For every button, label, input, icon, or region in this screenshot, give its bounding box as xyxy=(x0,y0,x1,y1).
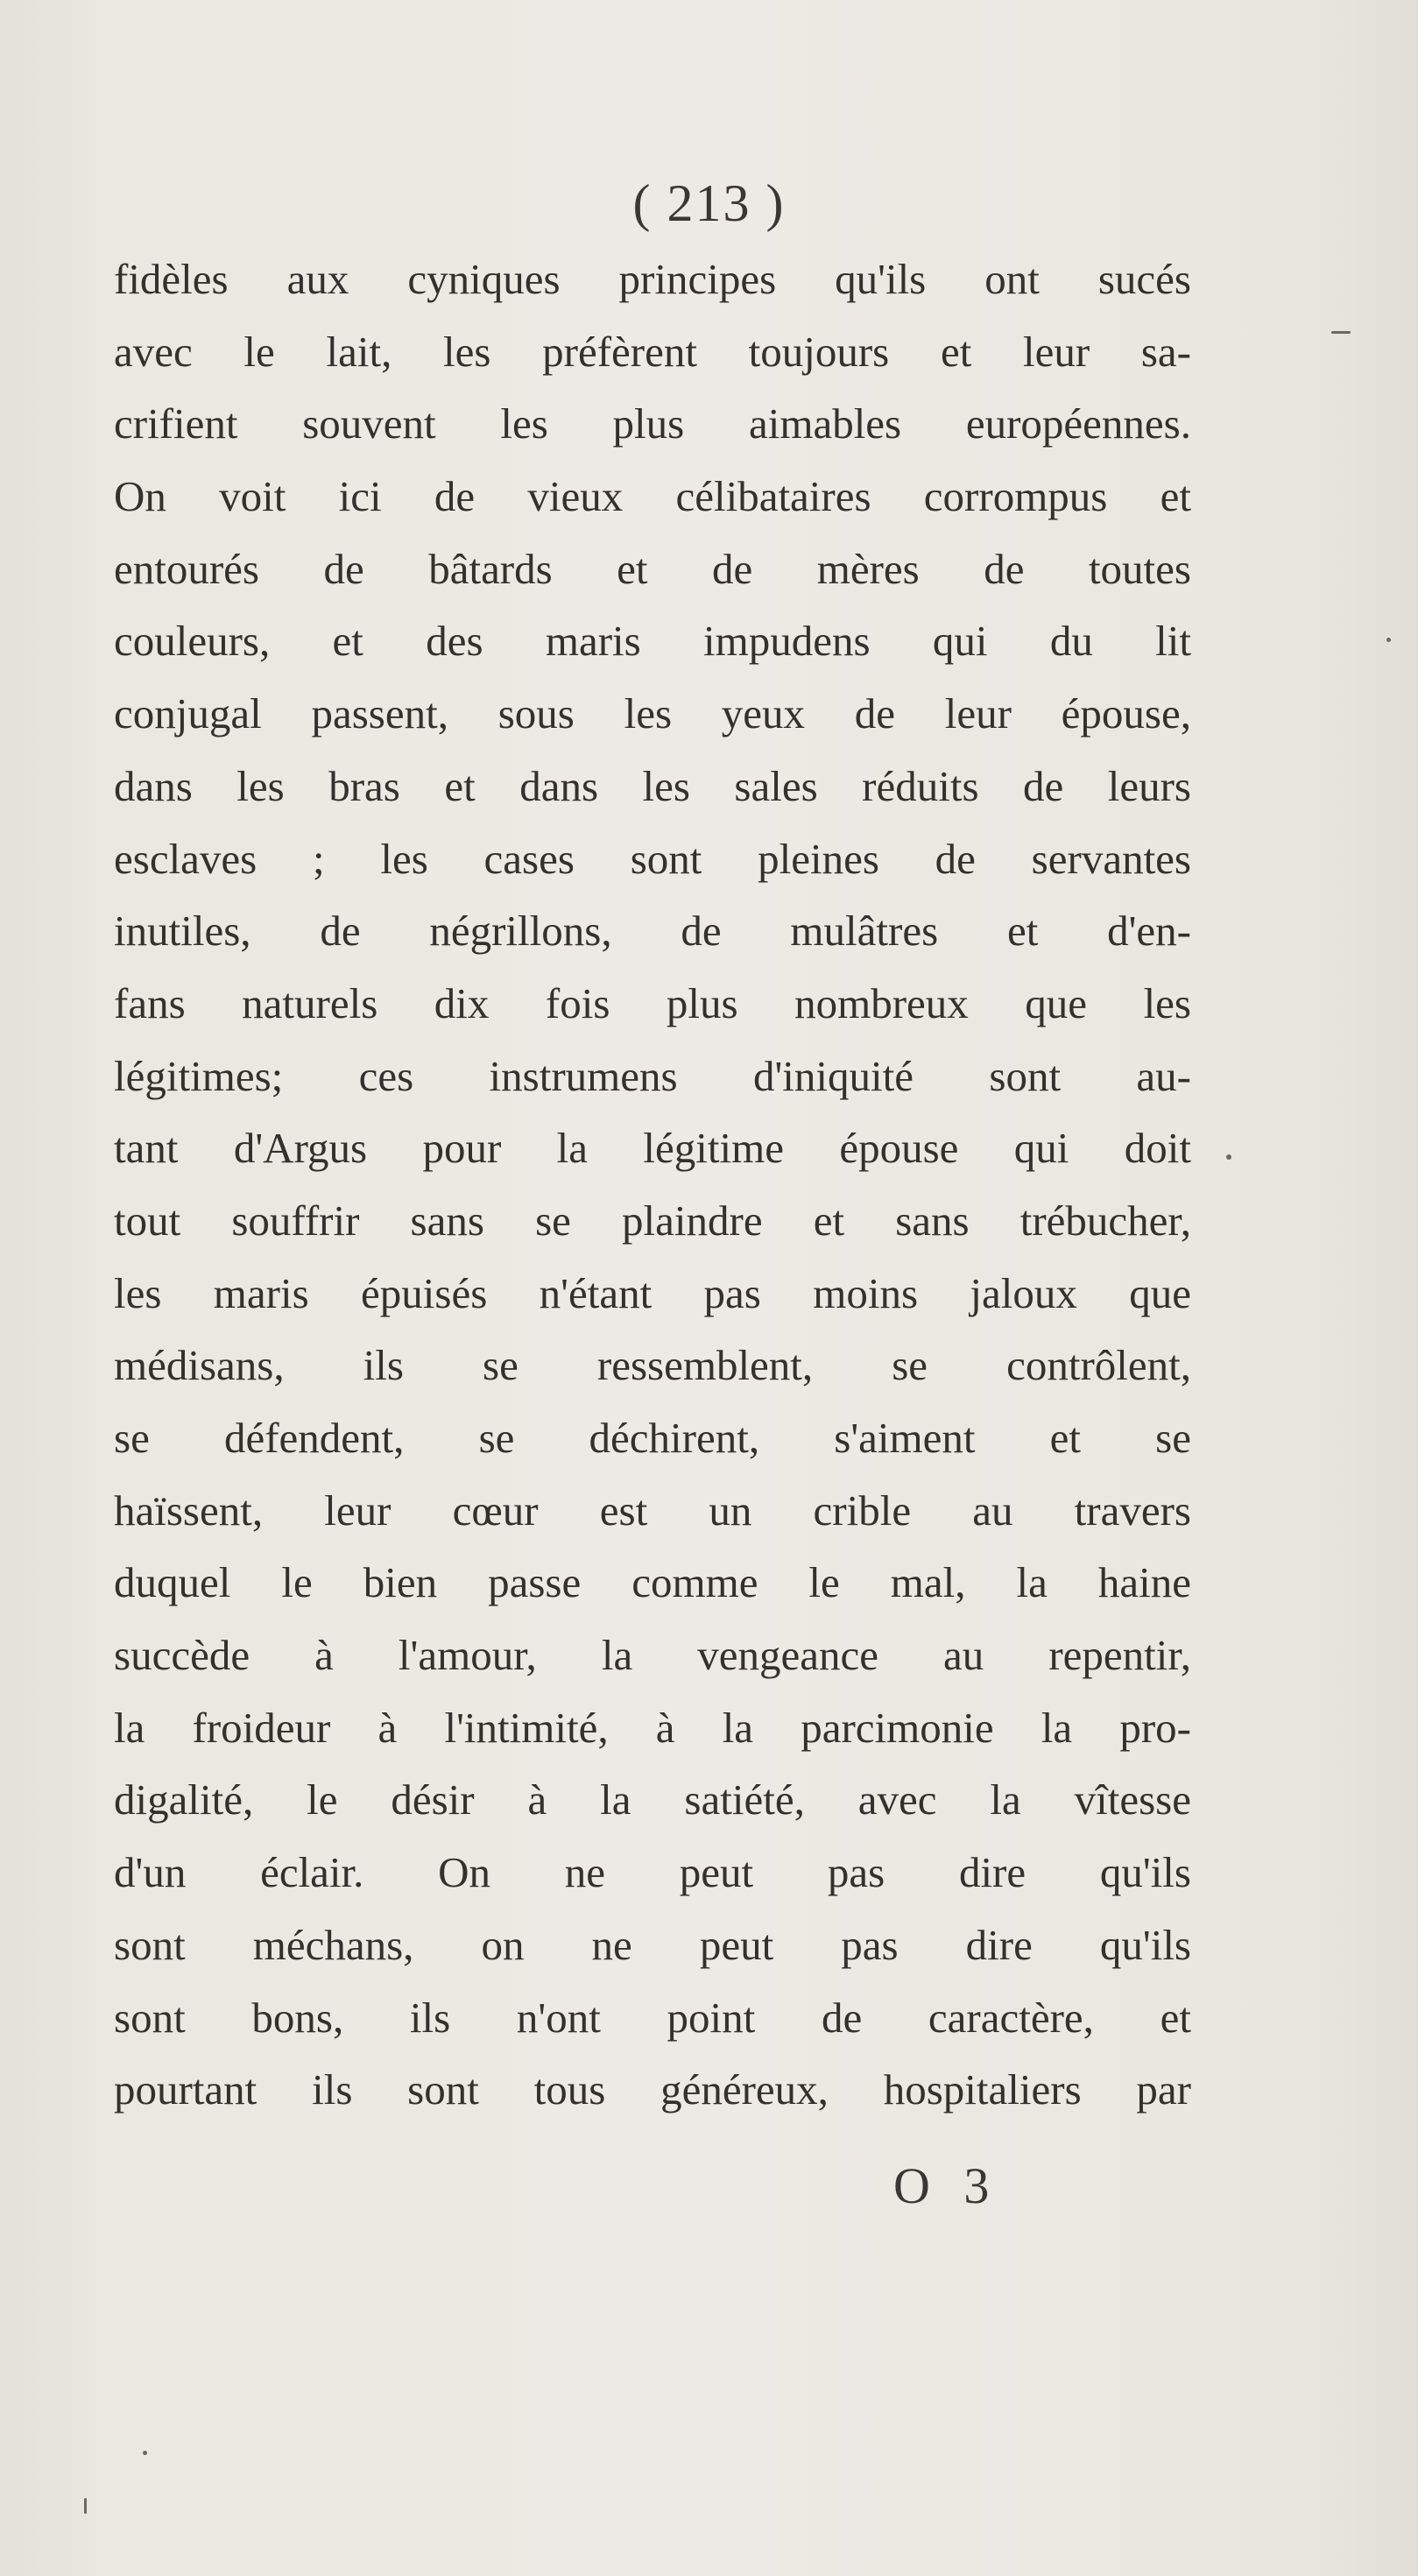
text-line: les maris épuisés n'étant pas moins jaloux que xyxy=(114,1268,1191,1317)
page-number-header: ( 213 ) xyxy=(632,174,786,232)
text-line: avec le lait, les préfèrent toujours et leur sa- xyxy=(114,327,1191,376)
paper-speck xyxy=(1331,331,1351,334)
paper-speck xyxy=(1386,638,1391,642)
body-text xyxy=(114,243,1191,2127)
text-line: sont méchans, on ne peut pas dire qu'ils xyxy=(114,1920,1191,1969)
text-line: la froideur à l'intimité, à la parcimonie la pro- xyxy=(114,1703,1191,1752)
text-line: succède à l'amour, la vengeance au repentir, xyxy=(114,1631,1191,1680)
text-line: haïssent, leur cœur est un crible au travers xyxy=(114,1486,1191,1535)
text-line: inutiles, de négrillons, de mulâtres et d'en- xyxy=(114,907,1191,956)
text-line: entourés de bâtards et de mères de toutes xyxy=(114,544,1191,593)
text-line: dans les bras et dans les sales réduits de leurs xyxy=(114,761,1191,810)
text-line: duquel le bien passe comme le mal, la haine xyxy=(114,1558,1191,1607)
text-line: se défendent, se déchirent, s'aiment et se xyxy=(114,1414,1191,1462)
text-line: fans naturels dix fois plus nombreux que les xyxy=(114,978,1191,1027)
text-line: sont bons, ils n'ont point de caractère, et xyxy=(114,1993,1191,2042)
text-line: On voit ici de vieux célibataires corrompus et xyxy=(114,472,1191,521)
signature-mark: O 3 xyxy=(893,2157,1000,2214)
text-line: tant d'Argus pour la légitime épouse qui doit xyxy=(114,1124,1191,1173)
text-line: légitimes; ces instrumens d'iniquité sont au- xyxy=(114,1051,1191,1100)
text-line: couleurs, et des maris impudens qui du lit xyxy=(114,617,1191,666)
text-line: digalité, le désir à la satiété, avec la vîtesse xyxy=(114,1775,1191,1824)
paper-speck xyxy=(84,2498,87,2514)
text-line: médisans, ils se ressemblent, se contrôlent, xyxy=(114,1341,1191,1390)
text-line: d'un éclair. On ne peut pas dire qu'ils xyxy=(114,1848,1191,1897)
text-line: pourtant ils sont tous généreux, hospitaliers par xyxy=(114,2065,1191,2114)
paper-speck xyxy=(1226,1154,1231,1160)
text-line: tout souffrir sans se plaindre et sans trébucher, xyxy=(114,1196,1191,1245)
text-line: crifient souvent les plus aimables européennes. xyxy=(114,399,1191,448)
text-line: fidèles aux cyniques principes qu'ils ont sucés xyxy=(114,255,1191,303)
text-line: esclaves ; les cases sont pleines de servantes xyxy=(114,834,1191,883)
text-line: conjugal passent, sous les yeux de leur épouse, xyxy=(114,689,1191,738)
paper-speck xyxy=(143,2451,147,2455)
